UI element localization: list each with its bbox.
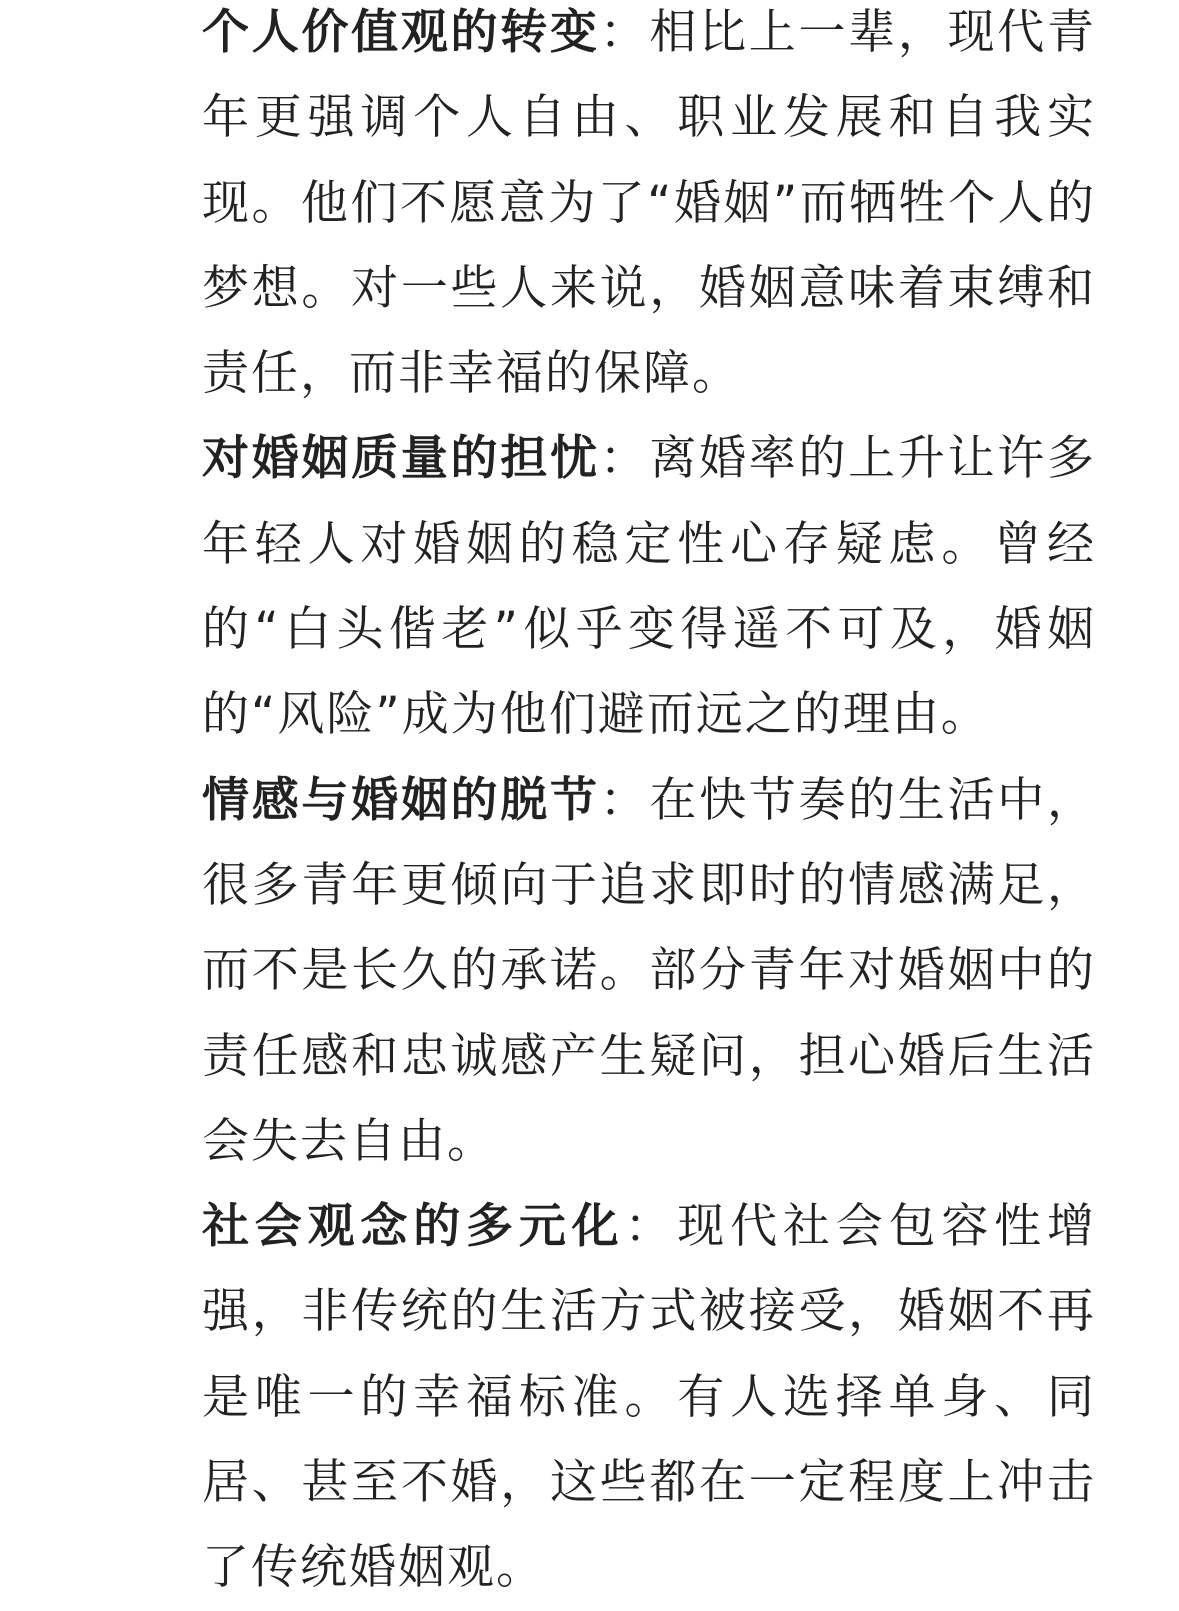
paragraph-marriage-quality (202, 416, 1096, 757)
paragraph-social-diversity (202, 1184, 1096, 1610)
paragraph-text: ：相比上一辈，现代青年更强调个人自由、职业发展和自我实现。他们不愿意为了“婚姻”而牺牲个人的梦想。对一些人来说，婚姻意味着束缚和责任，而非幸福的保障。 (202, 5, 1097, 402)
paragraph-personal-values (202, 0, 1096, 416)
paragraph-text: ：现代社会包容性增强，非传统的生活方式被接受，婚姻不再是唯一的幸福标准。有人选择单身、同居、甚至不婚，这些都在一定程度上冲击了传统婚姻观。 (202, 1199, 1096, 1596)
paragraph-text: ：离婚率的上升让许多年轻人对婚姻的稳定性心存疑虑。曾经的“白头偕老”似乎变得遥不可及，婚姻的“风险”成为他们避而远之的理由。 (202, 431, 1097, 743)
paragraph-emotion-disconnect (202, 758, 1096, 1184)
paragraph-term: 社会观念的多元化 (202, 1199, 625, 1255)
article-body (202, 0, 1096, 1611)
paragraph-term: 情感与婚姻的脱节 (202, 772, 600, 828)
paragraph-term: 个人价值观的转变 (202, 5, 600, 60)
paragraph-term: 对婚姻质量的担忧 (202, 431, 600, 487)
paragraph-text: ：在快节奏的生活中，很多青年更倾向于追求即时的情感满足，而不是长久的承诺。部分青年对婚姻中的责任感和忠诚感产生疑问，担心婚后生活会失去自由。 (202, 772, 1097, 1169)
